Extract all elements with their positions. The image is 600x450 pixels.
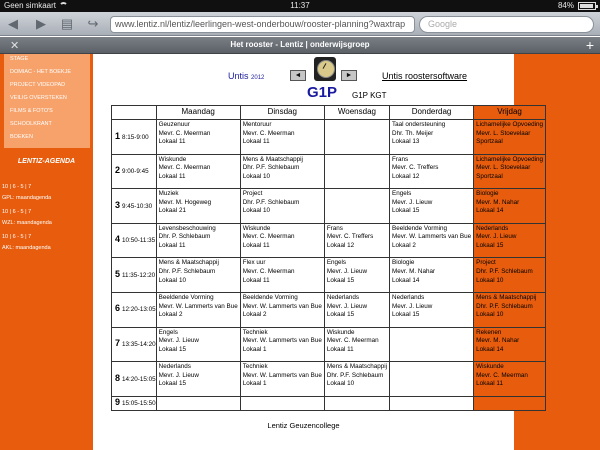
timetable bbox=[111, 105, 546, 411]
lesson-teacher: Dhr. P.F. Schlebaum bbox=[476, 267, 533, 275]
lesson-teacher: Mevr. J. Lieuw bbox=[158, 337, 199, 345]
lesson-room: Lokaal 15 bbox=[158, 345, 186, 353]
lesson-cell bbox=[324, 258, 389, 293]
lesson-cell bbox=[390, 223, 474, 258]
lesson-room: Lokaal 15 bbox=[392, 207, 420, 215]
lesson-room: Lokaal 11 bbox=[242, 138, 270, 146]
sidebar-item-films[interactable]: FILMS & FOTO'S bbox=[10, 108, 53, 114]
timetable-row bbox=[112, 327, 546, 362]
lesson-room: Lokaal 14 bbox=[476, 207, 504, 215]
period-cell bbox=[112, 189, 157, 224]
period-cell bbox=[112, 292, 157, 327]
lesson-teacher: Mevr. J. Lieuw bbox=[158, 371, 199, 379]
period-cell bbox=[112, 327, 157, 362]
lesson-subject: Wiskunde bbox=[158, 155, 187, 163]
lesson-room: Lokaal 10 bbox=[242, 172, 271, 180]
left-sidebar bbox=[0, 54, 93, 450]
lesson-room: Lokaal 15 bbox=[392, 311, 420, 319]
lesson-cell bbox=[390, 120, 474, 155]
lesson-subject: Nederlands bbox=[476, 224, 509, 232]
agenda-link[interactable]: AKL: maandagenda bbox=[2, 245, 51, 251]
period-cell bbox=[112, 154, 157, 189]
lesson-subject: Nederlands bbox=[158, 363, 191, 371]
footer-text: Lentiz Geuzencollege bbox=[267, 421, 340, 430]
lesson-teacher: Mevr. J. Lieuw bbox=[476, 233, 517, 241]
day-header: Maandag bbox=[156, 106, 240, 120]
lesson-cell bbox=[240, 396, 324, 410]
lesson-teacher: Mevr. W. Lammerts van Bue bbox=[392, 233, 472, 241]
lesson-cell bbox=[156, 258, 240, 293]
lesson-subject: Nederlands bbox=[326, 293, 360, 301]
period-cell bbox=[112, 258, 157, 293]
lesson-subject: Wiskunde bbox=[242, 224, 271, 232]
lesson-subject: Mens & Maatschappij bbox=[242, 155, 303, 163]
browser-toolbar bbox=[0, 12, 600, 36]
period-number: 2 bbox=[115, 165, 121, 176]
lesson-cell bbox=[324, 327, 389, 362]
untis-name: Untis bbox=[228, 71, 249, 81]
lesson-teacher: Mevr. J. Lieuw bbox=[326, 302, 368, 310]
lesson-room: Lokaal 11 bbox=[242, 241, 270, 249]
untis-logo bbox=[228, 71, 264, 81]
lesson-cell bbox=[474, 292, 546, 327]
lesson-teacher: Mevr. C. Meerman bbox=[158, 129, 211, 137]
lesson-cell bbox=[324, 396, 389, 410]
lesson-teacher: Dhr. P.F. Schlebaum bbox=[242, 164, 300, 172]
lesson-cell bbox=[390, 396, 474, 410]
lesson-subject: Levensbeschouwing bbox=[158, 224, 216, 232]
tab-bar bbox=[0, 37, 600, 54]
timetable-area bbox=[93, 54, 543, 450]
lesson-teacher: Mevr. M. Hogeweg bbox=[158, 198, 212, 206]
sidebar-item-domiac[interactable]: DOMIAC - HET BOEKJE bbox=[10, 69, 72, 75]
lesson-cell bbox=[240, 120, 324, 155]
lesson-room: Lokaal 15 bbox=[326, 311, 355, 319]
lesson-teacher: Mevr. C. Treffers bbox=[392, 164, 439, 172]
prev-week-button[interactable]: ◄ bbox=[290, 70, 306, 81]
lesson-teacher: Dhr. Th. Meijer bbox=[392, 129, 434, 137]
timetable-row bbox=[112, 396, 546, 410]
lesson-teacher: Mevr. W. Lammerts van Bue bbox=[158, 302, 238, 310]
sidebar-item-stage[interactable]: STAGE bbox=[10, 56, 29, 62]
lesson-teacher: Dhr. P. Schlebaum bbox=[158, 233, 211, 241]
timetable-row bbox=[112, 223, 546, 258]
lesson-cell bbox=[324, 120, 389, 155]
lesson-teacher: Dhr. P.F. Schlebaum bbox=[476, 302, 533, 310]
lesson-cell bbox=[474, 223, 546, 258]
sidebar-item-veilig[interactable]: VEILIG OVERSTEKEN bbox=[10, 95, 67, 101]
period-number: 3 bbox=[115, 199, 121, 210]
lesson-room: Lokaal 21 bbox=[158, 207, 186, 215]
agenda-link[interactable]: GPL: maandagenda bbox=[2, 195, 52, 201]
lesson-room: Sportzaal bbox=[476, 138, 503, 146]
lesson-teacher: Mevr. C. Meerman bbox=[158, 164, 211, 172]
tab-title[interactable]: Het rooster - Lentiz | onderwijsgroep bbox=[230, 40, 370, 49]
lesson-cell bbox=[474, 258, 546, 293]
lesson-room: Lokaal 10 bbox=[476, 276, 504, 284]
class-code: G1P bbox=[307, 84, 338, 101]
lesson-teacher: Mevr. W. Lammerts van Bue bbox=[242, 371, 322, 379]
lesson-subject: Lichamelijke Opvoeding bbox=[476, 155, 543, 163]
lesson-room: Lokaal 11 bbox=[158, 241, 186, 249]
lesson-cell bbox=[474, 396, 546, 410]
lesson-room: Lokaal 10 bbox=[158, 276, 186, 284]
corner-cell bbox=[112, 106, 157, 120]
lesson-cell bbox=[474, 154, 546, 189]
lesson-subject: Flex uur bbox=[242, 259, 266, 267]
lesson-teacher: Mevr. C. Meerman bbox=[242, 129, 295, 137]
lesson-cell bbox=[240, 327, 324, 362]
lesson-subject: Project bbox=[242, 190, 263, 198]
lesson-cell bbox=[156, 223, 240, 258]
untis-year: 2012 bbox=[251, 75, 265, 81]
timetable-row bbox=[112, 258, 546, 293]
lesson-cell bbox=[390, 362, 474, 397]
lesson-subject: Beeldende Vorming bbox=[242, 293, 298, 301]
lesson-subject: Taal ondersteuning bbox=[392, 121, 446, 128]
lesson-cell bbox=[390, 327, 474, 362]
lesson-subject: Mens & Maatschappij bbox=[326, 363, 388, 371]
lesson-cell bbox=[474, 327, 546, 362]
lesson-cell bbox=[240, 223, 324, 258]
period-number: 4 bbox=[115, 234, 121, 245]
period-number: 8 bbox=[115, 372, 121, 383]
lesson-teacher: Mevr. J. Lieuw bbox=[326, 267, 368, 275]
carrier-label: Geen simkaart bbox=[4, 1, 57, 10]
timetable-row bbox=[112, 154, 546, 189]
book-icon[interactable]: ▤ bbox=[60, 16, 74, 31]
lesson-room: Lokaal 11 bbox=[242, 276, 270, 284]
sidebar-menu bbox=[4, 54, 90, 148]
timetable-row bbox=[112, 292, 546, 327]
lesson-room: Lokaal 11 bbox=[158, 138, 186, 146]
lesson-subject: Biologie bbox=[392, 259, 415, 267]
sidebar-item-videopad[interactable]: PROJECT VIDEOPAD bbox=[10, 82, 66, 88]
period-time: 13:35-14:20 bbox=[122, 341, 156, 349]
day-header: Donderdag bbox=[390, 106, 474, 120]
lesson-subject: Engels bbox=[158, 328, 178, 336]
sidebar-item-schoolkrant[interactable]: SCHOOLKRANT bbox=[10, 121, 52, 127]
period-cell bbox=[112, 223, 157, 258]
lesson-subject: Mens & Maatschappij bbox=[158, 259, 219, 267]
lesson-teacher: Mevr. J. Lieuw bbox=[392, 302, 433, 310]
lesson-room: Lokaal 13 bbox=[392, 138, 420, 146]
lesson-room: Lokaal 1 bbox=[242, 345, 267, 353]
period-time: 11:35-12:20 bbox=[122, 271, 156, 279]
lesson-teacher: Mevr. M. Nahar bbox=[392, 267, 436, 275]
status-bar bbox=[0, 0, 600, 12]
lesson-subject: Frans bbox=[326, 224, 343, 232]
share-icon[interactable]: ↪ bbox=[87, 16, 99, 31]
lesson-room: Lokaal 11 bbox=[476, 380, 503, 388]
back-icon[interactable]: ◀ bbox=[8, 16, 18, 31]
search-input[interactable]: Google bbox=[419, 16, 594, 33]
period-time: 15:05-15:50 bbox=[122, 399, 156, 407]
lesson-cell bbox=[240, 189, 324, 224]
timetable-row bbox=[112, 189, 546, 224]
lesson-cell bbox=[156, 292, 240, 327]
lesson-teacher: Mevr. C. Meerman bbox=[326, 337, 379, 345]
day-header: Woensdag bbox=[324, 106, 389, 120]
lesson-subject: Biologie bbox=[476, 190, 499, 198]
lesson-room: Lokaal 15 bbox=[326, 276, 355, 284]
lesson-subject: Beeldende Vorming bbox=[392, 224, 447, 232]
lesson-subject: Beeldende Vorming bbox=[158, 293, 214, 301]
lesson-subject: Lichamelijke Opvoeding bbox=[476, 121, 543, 128]
lesson-room: Lokaal 11 bbox=[326, 345, 354, 353]
lesson-room: Lokaal 2 bbox=[242, 311, 267, 319]
add-tab-icon[interactable]: + bbox=[585, 37, 594, 53]
lesson-teacher: Mevr. M. Nahar bbox=[476, 337, 520, 345]
lesson-subject: Techniek bbox=[242, 328, 268, 336]
lesson-subject: Nederlands bbox=[392, 293, 425, 301]
sidebar-item-boeken[interactable]: BOEKEN bbox=[10, 134, 33, 140]
period-cell bbox=[112, 120, 157, 155]
lesson-teacher: Mevr. L. Stoevelaar bbox=[476, 129, 531, 137]
lesson-teacher: Mevr. C. Meerman bbox=[242, 267, 295, 275]
lesson-cell bbox=[390, 189, 474, 224]
lesson-room: Lokaal 2 bbox=[158, 311, 183, 319]
lesson-subject: Wiskunde bbox=[476, 363, 504, 371]
agenda-nums: 10 | 6 - 5 | 7 bbox=[2, 234, 32, 240]
lesson-cell bbox=[390, 258, 474, 293]
lesson-room: Lokaal 10 bbox=[242, 207, 271, 215]
lesson-room: Sportzaal bbox=[476, 172, 503, 180]
battery-icon bbox=[578, 2, 596, 10]
period-number: 6 bbox=[115, 303, 121, 314]
untis-software-link[interactable]: Untis roostersoftware bbox=[382, 71, 468, 81]
lesson-cell bbox=[324, 362, 389, 397]
lesson-teacher: Mevr. J. Lieuw bbox=[392, 198, 433, 206]
lesson-room: Lokaal 14 bbox=[476, 345, 504, 353]
lesson-teacher: Mevr. W. Lammerts van Bue bbox=[242, 302, 322, 310]
battery-label: 84% bbox=[557, 1, 574, 10]
period-time: 9:45-10:30 bbox=[122, 202, 153, 210]
agenda-title: LENTIZ-AGENDA bbox=[17, 158, 76, 165]
lesson-subject: Muziek bbox=[158, 190, 179, 198]
lesson-room: Lokaal 12 bbox=[326, 241, 355, 249]
lesson-subject: Rekenen bbox=[476, 328, 502, 336]
lesson-cell bbox=[324, 223, 389, 258]
lesson-teacher: Dhr. P.F. Schlebaum bbox=[158, 267, 216, 275]
lesson-cell bbox=[156, 396, 240, 410]
lesson-room: Lokaal 15 bbox=[158, 380, 186, 388]
period-cell bbox=[112, 362, 157, 397]
day-header: Dinsdag bbox=[240, 106, 324, 120]
lesson-cell bbox=[474, 362, 546, 397]
lesson-cell bbox=[240, 292, 324, 327]
agenda-link[interactable]: WZL: maandagenda bbox=[2, 220, 52, 226]
url-input[interactable]: www.lentiz.nl/lentiz/leerlingen-west-onderbouw/rooster-planning?waxtrap bbox=[110, 16, 415, 33]
agenda-nums: 10 | 6 - 5 | 7 bbox=[2, 209, 32, 215]
lesson-room: Lokaal 10 bbox=[476, 311, 504, 319]
lesson-cell bbox=[240, 362, 324, 397]
lesson-cell bbox=[156, 120, 240, 155]
status-time: 11:37 bbox=[290, 1, 310, 10]
lesson-room: Lokaal 11 bbox=[158, 172, 186, 180]
period-time: 12:20-13:05 bbox=[122, 306, 156, 314]
lesson-subject: Mens & Maatschappij bbox=[476, 293, 537, 301]
lesson-teacher: Mevr. L. Stoevelaar bbox=[476, 164, 531, 172]
lesson-cell bbox=[240, 258, 324, 293]
lesson-room: Lokaal 2 bbox=[392, 241, 416, 249]
lesson-subject: Frans bbox=[392, 155, 409, 163]
class-subtitle: G1P KGT bbox=[352, 91, 387, 100]
lesson-teacher: Mevr. C. Meerman bbox=[476, 371, 528, 379]
lesson-cell bbox=[390, 154, 474, 189]
period-time: 9:00-9:45 bbox=[122, 168, 149, 176]
next-week-button[interactable]: ► bbox=[341, 70, 357, 81]
lesson-cell bbox=[156, 154, 240, 189]
lesson-teacher: Dhr. P.F. Schlebaum bbox=[326, 371, 384, 379]
period-cell bbox=[112, 396, 157, 410]
lesson-subject: Engels bbox=[326, 259, 347, 267]
forward-icon[interactable]: ▶ bbox=[36, 16, 46, 31]
clock-icon bbox=[314, 57, 336, 81]
lesson-cell bbox=[324, 189, 389, 224]
lesson-teacher: Mevr. C. Meerman bbox=[242, 233, 295, 241]
lesson-cell bbox=[324, 292, 389, 327]
lesson-cell bbox=[156, 189, 240, 224]
lesson-cell bbox=[156, 327, 240, 362]
lesson-teacher: Mevr. M. Nahar bbox=[476, 198, 520, 206]
period-number: 5 bbox=[115, 268, 121, 279]
lesson-room: Lokaal 1 bbox=[242, 380, 267, 388]
period-time: 14:20-15:05 bbox=[122, 375, 156, 383]
lesson-subject: Engels bbox=[392, 190, 412, 198]
lesson-room: Lokaal 14 bbox=[392, 276, 420, 284]
lesson-room: Lokaal 15 bbox=[476, 241, 504, 249]
lesson-cell bbox=[156, 362, 240, 397]
lesson-subject: Geuzenuur bbox=[158, 121, 190, 128]
agenda-nums: 10 | 6 - 5 | 7 bbox=[2, 184, 32, 190]
lesson-teacher: Mevr. C. Treffers bbox=[326, 233, 374, 241]
timetable-row bbox=[112, 362, 546, 397]
lesson-cell bbox=[474, 189, 546, 224]
timetable-row bbox=[112, 120, 546, 155]
close-icon[interactable]: ✕ bbox=[10, 40, 20, 52]
period-number: 7 bbox=[115, 338, 121, 349]
period-time: 10:50-11:35 bbox=[122, 237, 156, 245]
lesson-room: Lokaal 10 bbox=[326, 380, 355, 388]
lesson-subject: Techniek bbox=[242, 363, 268, 371]
lesson-teacher: Dhr. P.F. Schlebaum bbox=[242, 198, 300, 206]
period-number: 1 bbox=[115, 130, 121, 141]
day-header: Vrijdag bbox=[474, 106, 546, 120]
lesson-cell bbox=[240, 154, 324, 189]
period-time: 8:15-9:00 bbox=[122, 133, 149, 141]
lesson-cell bbox=[390, 292, 474, 327]
lesson-subject: Project bbox=[476, 259, 496, 267]
lesson-cell bbox=[324, 154, 389, 189]
lesson-subject: Mentoruur bbox=[242, 121, 272, 128]
period-number: 9 bbox=[115, 396, 121, 407]
lesson-teacher: Mevr. W. Lammerts van Bue bbox=[242, 337, 322, 345]
lesson-cell bbox=[474, 120, 546, 155]
lesson-subject: Wiskunde bbox=[326, 328, 355, 336]
lesson-room: Lokaal 12 bbox=[392, 172, 420, 180]
